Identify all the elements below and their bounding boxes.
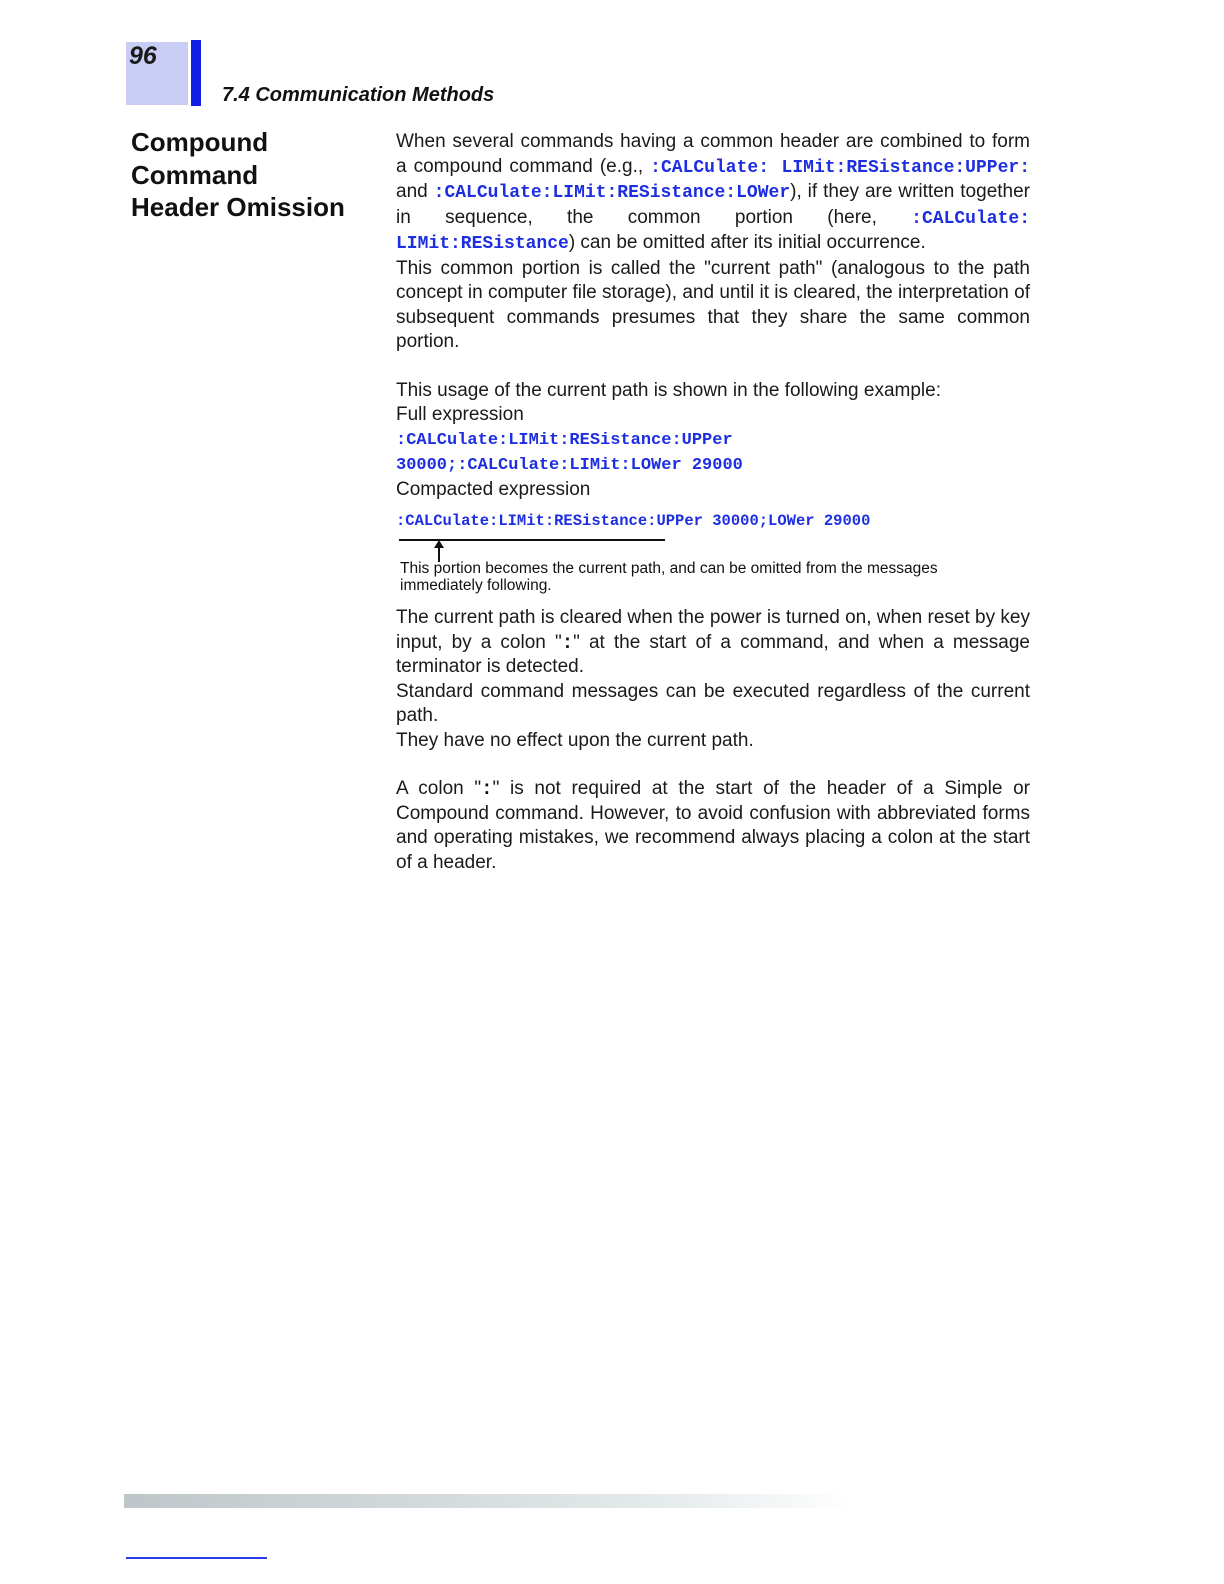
paragraph-colon-recommendation	[396, 777, 1030, 875]
example-intro: This usage of the current path is shown in the following example:	[396, 379, 941, 401]
current-path-annotation	[396, 538, 1030, 606]
footer-decorative-band	[124, 1494, 854, 1508]
paragraph-no-effect: They have no effect upon the current path.	[396, 729, 754, 751]
up-arrow-icon	[433, 540, 445, 562]
para1-text-4: ) can be omitted after its initial occurrence.	[568, 232, 926, 253]
footer-blue-line	[126, 1557, 267, 1559]
para6-text-1: A colon "	[396, 778, 482, 799]
para6-text-2: " is not required at the start of the header of a Simple or Compound command. However, to avoid confusion with abbreviated forms and operating mistakes, we recommend always placing a colon at the start of a header.	[396, 778, 1030, 873]
annotation-text-line-2: immediately following.	[400, 577, 552, 594]
full-expression-label: Full expression	[396, 404, 524, 425]
para1-text-3: ), if they are written together in sequence, the common portion (here,	[396, 181, 1030, 228]
paragraph-path-cleared	[396, 606, 1030, 680]
code-common-portion: :CALCulate: LIMit:RESistance	[396, 208, 1030, 254]
side-title-line-3: Header Omission	[131, 192, 345, 222]
full-expression-line-1: :CALCulate:LIMit:RESistance:UPPer	[396, 430, 733, 450]
para3-text-2: " at the start of a command, and when a message terminator is detected.	[396, 631, 1030, 677]
annotation-text-line-1: This portion becomes the current path, and can be omitted from the messages	[400, 560, 938, 577]
full-expression-line-2: 30000;:CALCulate:LIMit:LOWer 29000	[396, 455, 743, 475]
code-lower-command: :CALCulate:LIMit:RESistance:LOWer	[433, 183, 791, 203]
annotation-text	[400, 560, 1020, 594]
code-upper-command: :CALCulate: LIMit:RESistance:UPPer:	[650, 157, 1030, 178]
paragraph-compound-command	[396, 130, 1030, 257]
page-number-accent-bar	[191, 40, 201, 106]
section-header: 7.4 Communication Methods	[222, 84, 495, 106]
side-title	[131, 126, 381, 224]
page-number: 96	[129, 42, 157, 70]
colon-glyph: :	[561, 631, 574, 654]
para1-text-2: and	[396, 181, 434, 202]
paragraph-standard-commands: Standard command messages can be executed regardless of the current path.	[396, 680, 1030, 726]
para1-text-1: When several commands having a common header are combined to form a compound command (e.g.,	[396, 131, 1030, 177]
para3-text-1: The current path is cleared when the power is turned on, when reset by key input, by a colon "	[396, 607, 1030, 653]
side-title-line-1: Compound	[131, 127, 269, 157]
paragraph-current-path: This common portion is called the "current path" (analogous to the path concept in computer file storage), and until it is cleared, the interpretation of subsequent commands presumes that they share the same common portion.	[396, 257, 1030, 352]
colon-glyph: :	[481, 778, 493, 800]
compacted-expression-line: :CALCulate:LIMit:RESistance:UPPer 30000;LOWer 29000	[396, 512, 871, 530]
body-text	[396, 130, 1030, 875]
compacted-expression-label: Compacted expression	[396, 478, 591, 500]
side-title-line-2: Command	[131, 159, 259, 190]
